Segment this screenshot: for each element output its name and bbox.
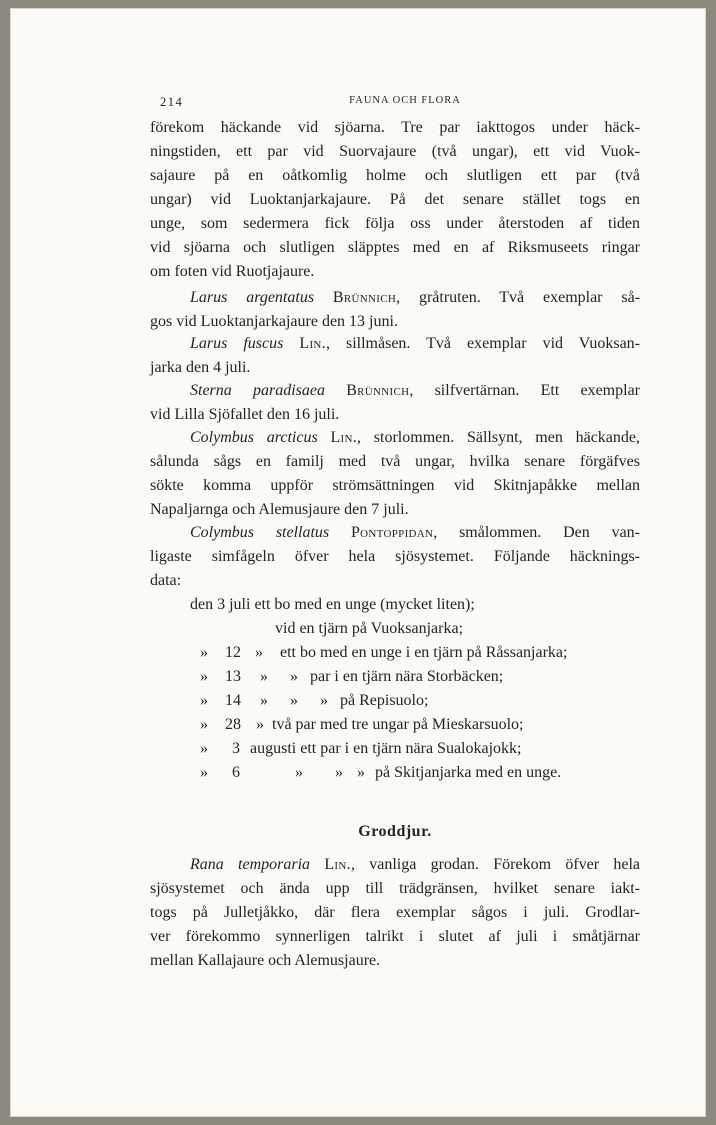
text-line: ungar) vid Luoktanjarkajaure. På det senare stället togs en bbox=[150, 191, 640, 208]
breeding-entry: två par med tre ungar på Mieskarsuolo; bbox=[272, 716, 524, 733]
text-line: jarka den 4 juli. bbox=[150, 359, 251, 376]
ditto-mark: » bbox=[357, 764, 365, 781]
text-line: gos vid Luoktanjarkajaure den 13 juni. bbox=[150, 313, 398, 330]
text-line: mellan Kallajaure och Alemusjaure. bbox=[150, 952, 381, 969]
species-author: Lin. bbox=[324, 856, 351, 873]
text-line: ver förekommo synnerligen talrikt i slutet af juli i småtjärnar bbox=[150, 928, 640, 945]
species-text: , silfvertärnan. Ett exemplar bbox=[409, 382, 641, 399]
text-line: togs på Julletjåkko, där flera exemplar sågos i juli. Grodlar- bbox=[150, 904, 640, 921]
breeding-day: 12 bbox=[225, 644, 241, 661]
ditto-mark: » bbox=[200, 716, 208, 733]
species-text: , storlommen. Sällsynt, men häckande, bbox=[357, 429, 640, 446]
text-line: Napaljarnga och Alemusjaure den 7 juli. bbox=[150, 501, 409, 518]
species-name: Colymbus stellatus bbox=[190, 524, 330, 541]
breeding-row bbox=[190, 665, 640, 689]
ditto-mark: » bbox=[290, 668, 298, 685]
ditto-mark: » bbox=[200, 740, 208, 757]
text-line: vid sjöarna och slutligen släpptes med en af Riksmuseets ringar bbox=[150, 239, 640, 256]
species-larus-fuscus bbox=[190, 332, 640, 356]
ditto-mark: » bbox=[256, 716, 264, 733]
section-heading: Groddjur. bbox=[358, 823, 432, 840]
breeding-day: 13 bbox=[225, 668, 241, 685]
species-author: Lin. bbox=[299, 335, 326, 352]
breeding-row bbox=[190, 713, 640, 737]
breeding-day: 3 bbox=[232, 740, 240, 757]
breeding-row bbox=[190, 641, 650, 665]
ditto-mark: » bbox=[290, 692, 298, 709]
species-rana-temporaria bbox=[190, 853, 640, 877]
breeding-entry: ett bo med en unge i en tjärn på Råssanjarka; bbox=[280, 644, 568, 661]
text-line: vid Lilla Sjöfallet den 16 juli. bbox=[150, 406, 340, 423]
running-head: FAUNA OCH FLORA bbox=[349, 95, 461, 106]
text-line: unge, som sedermera fick följa oss under återstoden af tiden bbox=[150, 215, 640, 232]
ditto-mark: » bbox=[335, 764, 343, 781]
breeding-row bbox=[190, 761, 640, 785]
ditto-mark: » bbox=[200, 692, 208, 709]
ditto-mark: » bbox=[200, 764, 208, 781]
ditto-mark: » bbox=[255, 644, 263, 661]
species-author: Brünnich bbox=[346, 382, 410, 399]
species-sterna-paradisaea bbox=[190, 379, 640, 403]
text-line: sjösystemet och ända upp till trädgränsen, hvilket senare iakt- bbox=[150, 880, 640, 897]
page-number: 214 bbox=[160, 95, 184, 109]
species-colymbus-stellatus bbox=[190, 521, 640, 545]
species-text: , gråtruten. Två exemplar så- bbox=[396, 289, 641, 306]
ditto-mark: » bbox=[200, 668, 208, 685]
species-author: Pontoppidan bbox=[350, 524, 434, 541]
text-line: sajaure på en oåtkomlig holme och slutligen ett par (två bbox=[150, 167, 640, 184]
species-text: , sillmåsen. Två exemplar vid Vuoksan- bbox=[325, 335, 641, 352]
ditto-mark: » bbox=[200, 644, 208, 661]
text-line: om foten vid Ruotjajaure. bbox=[150, 263, 315, 280]
breeding-entry: vid en tjärn på Vuoksanjarka; bbox=[275, 620, 464, 637]
breeding-row bbox=[190, 593, 640, 617]
breeding-day: 14 bbox=[225, 692, 241, 709]
species-name: Rana temporaria bbox=[190, 856, 311, 873]
text-line: sökte komma uppför strömsättningen vid Skitnjapåkke mellan bbox=[150, 477, 640, 494]
breeding-row bbox=[190, 617, 640, 641]
breeding-entry: par i en tjärn nära Storbäcken; bbox=[310, 668, 504, 685]
breeding-row bbox=[190, 737, 640, 761]
species-author: Lin. bbox=[330, 429, 358, 446]
breeding-day: 6 bbox=[232, 764, 240, 781]
species-text: , vanliga grodan. Förekom öfver hela bbox=[350, 856, 641, 873]
species-colymbus-arcticus bbox=[190, 426, 640, 450]
breeding-entry: på Skitjanjarka med en unge. bbox=[375, 764, 562, 781]
text-line: data: bbox=[150, 572, 182, 589]
text-line: sålunda sågs en familj med två ungar, hvilka senare förgäfves bbox=[150, 453, 640, 470]
ditto-mark: » bbox=[295, 764, 303, 781]
page-header bbox=[160, 95, 650, 113]
breeding-entry: den 3 juli ett bo med en unge (mycket liten); bbox=[190, 596, 475, 613]
ditto-mark: » bbox=[260, 692, 268, 709]
species-text: , smålommen. Den van- bbox=[433, 524, 641, 541]
text-line: förekom häckande vid sjöarna. Tre par iakttogos under häck- bbox=[150, 119, 640, 136]
ditto-mark: » bbox=[320, 692, 328, 709]
species-name: Colymbus arcticus bbox=[190, 429, 318, 446]
ditto-mark: » bbox=[260, 668, 268, 685]
breeding-day: 28 bbox=[225, 716, 241, 733]
breeding-entry: på Repisuolo; bbox=[340, 692, 429, 709]
breeding-entry: augusti ett par i en tjärn nära Sualokajokk; bbox=[250, 740, 522, 757]
species-larus-argentatus bbox=[190, 286, 640, 310]
breeding-row bbox=[190, 689, 640, 713]
species-name: Larus fuscus bbox=[190, 335, 284, 352]
species-name: Larus argentatus bbox=[190, 289, 315, 306]
text-line: ligaste simfågeln öfver hela sjösystemet. Följande häcknings- bbox=[150, 548, 640, 565]
species-name: Sterna paradisaea bbox=[190, 382, 325, 399]
text-line: ningstiden, ett par vid Suorvajaure (två ungar), ett vid Vuok- bbox=[150, 143, 640, 160]
species-author: Brünnich bbox=[332, 289, 397, 306]
